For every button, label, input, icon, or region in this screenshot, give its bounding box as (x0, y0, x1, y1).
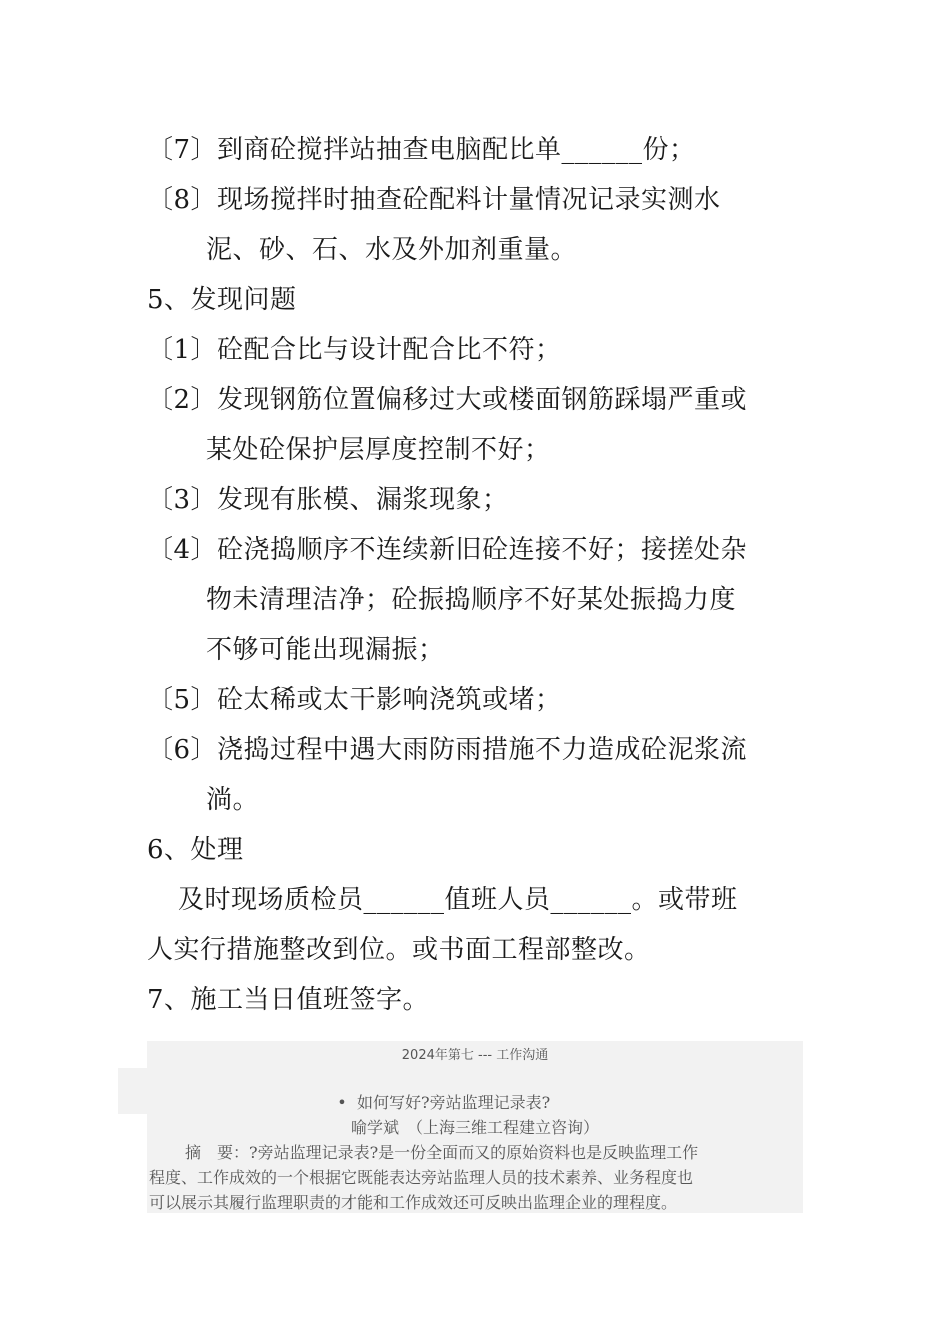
footer-abstract-line-3: 可以展示其履行监理职责的才能和工作成效还可反映出监理企业的理程度。 (149, 1193, 678, 1212)
problem-2-line: 〔2〕发现钢筋位置偏移过大或楼面钢筋踩塌严重或 (147, 385, 748, 415)
problem-4-continuation-2: 不够可能出现漏振； (206, 635, 445, 665)
item-7-line: 〔7〕到商砼搅拌站抽查电脑配比单______份； (147, 135, 696, 165)
handling-line-2: 人实行措施整改到位。或书面工程部整改。 (147, 935, 651, 965)
problem-6-continuation: 淌。 (206, 785, 260, 815)
footer-abstract-line-1: 摘 要：?旁站监理记录表?是一份全面而又的原始资料也是反映监理工作 (185, 1143, 699, 1162)
section-5-heading: 5、发现问题 (147, 285, 297, 315)
bullet-icon: • (337, 1093, 347, 1112)
problem-4-line: 〔4〕砼浇捣顺序不连续新旧砼连接不好；接搓处杂 (147, 535, 748, 565)
item-8-continuation: 泥、砂、石、水及外加剂重量。 (206, 235, 578, 265)
footer-header: 2024年第七 --- 工作沟通 (401, 1048, 549, 1063)
problem-5-line: 〔5〕砼太稀或太干影响浇筑或堵； (147, 685, 562, 715)
problem-4-continuation-1: 物未清理洁净；砼振捣顺序不好某处振捣力度 (206, 585, 737, 615)
problem-2-continuation: 某处砼保护层厚度控制不好； (206, 435, 551, 465)
footer-shade-tab (118, 1068, 148, 1114)
footer-excerpt (147, 1041, 803, 1213)
footer-abstract-line-2: 程度、工作成效的一个根据它既能表达旁站监理人员的技术素养、业务程度也 (149, 1168, 694, 1187)
problem-6-line: 〔6〕浇捣过程中遇大雨防雨措施不力造成砼泥浆流 (147, 735, 748, 765)
item-8-line: 〔8〕现场搅拌时抽查砼配料计量情况记录实测水 (147, 185, 721, 215)
footer-title-row (327, 1092, 550, 1114)
footer-title: 如何写好?旁站监理记录表? (357, 1093, 551, 1112)
footer-author: 喻学斌 （上海三维工程建立咨询） (350, 1118, 599, 1137)
section-7-line: 7、施工当日值班签字。 (147, 985, 430, 1015)
section-6-heading: 6、处理 (147, 835, 244, 865)
problem-3-line: 〔3〕发现有胀模、漏浆现象； (147, 485, 509, 515)
handling-line-1: 及时现场质检员______值班人员______。或带班 (178, 885, 738, 915)
problem-1-line: 〔1〕砼配合比与设计配合比不符； (147, 335, 562, 365)
